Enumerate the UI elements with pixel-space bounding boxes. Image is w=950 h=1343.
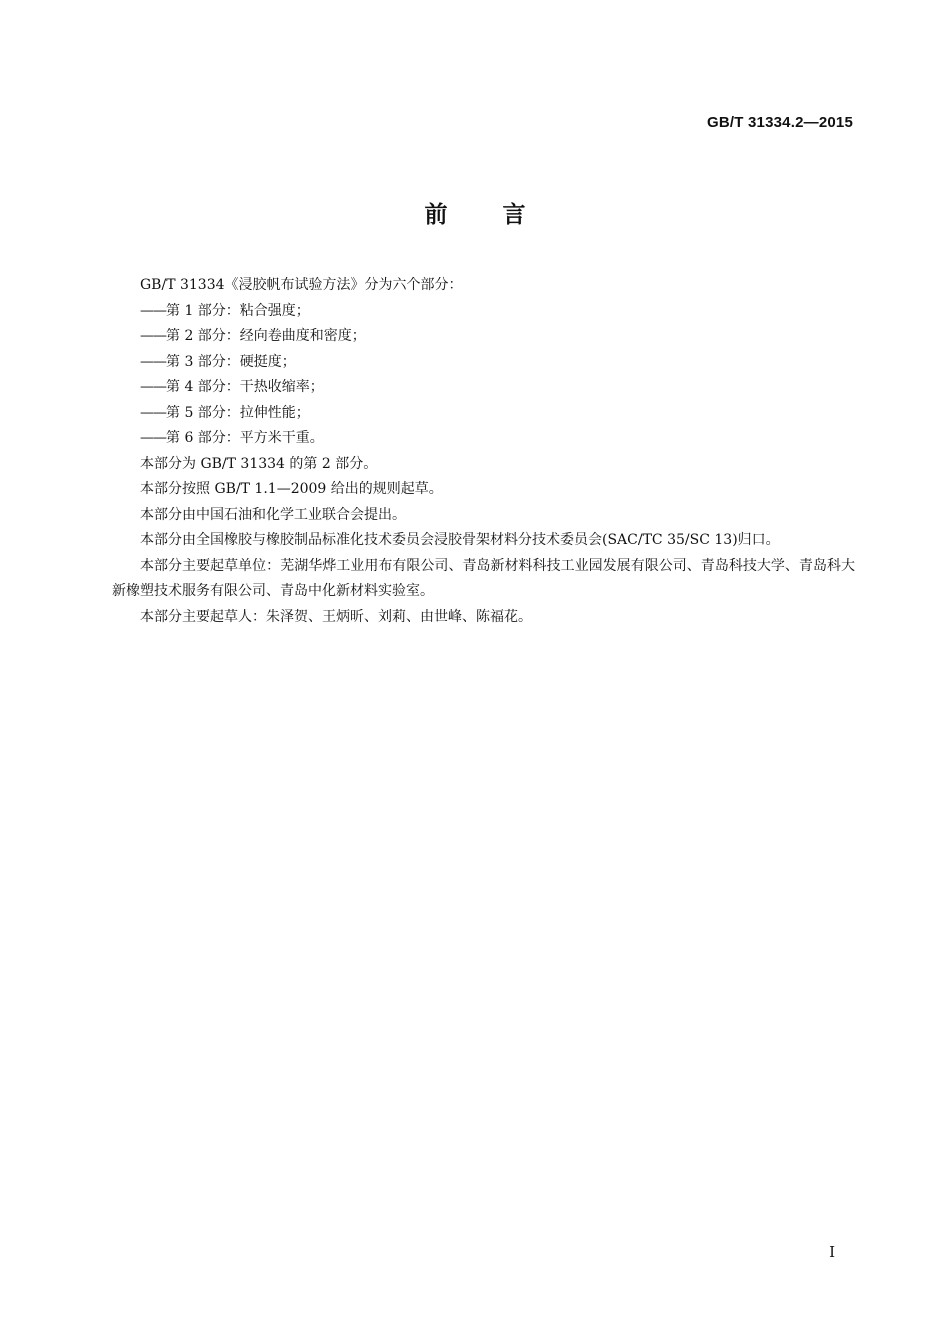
- list-dash: ——: [140, 430, 166, 446]
- list-item: [112, 426, 855, 452]
- list-item-text: 第 6 部分：平方米干重。: [166, 430, 324, 446]
- list-dash: ——: [140, 353, 166, 370]
- list-item-text: 第 2 部分：经向卷曲度和密度；: [166, 328, 366, 344]
- list-item: [112, 299, 855, 325]
- standard-code: GB/T 31334.2—2015: [707, 114, 853, 131]
- page-number: I: [829, 1243, 835, 1261]
- list-item: [112, 401, 855, 427]
- list-item: [112, 375, 855, 401]
- list-dash: ——: [140, 328, 166, 344]
- list-item: [112, 324, 855, 350]
- list-item-text: 第 4 部分：干热收缩率；: [166, 379, 324, 395]
- proposer-paragraph: 本部分由中国石油和化学工业联合会提出。: [140, 506, 406, 523]
- page-title: 前言: [424, 201, 581, 228]
- intro-paragraph: GB/T 31334《浸胶帆布试验方法》分为六个部分：: [140, 277, 463, 293]
- list-item-text: 第 3 部分：硬挺度；: [166, 353, 296, 370]
- drafting-units-paragraph: 本部分主要起草单位：芜湖华烨工业用布有限公司、青岛新材料科技工业园发展有限公司、青岛科技大学、青岛科大新橡塑技术服务有限公司、青岛中化新材料实验室。: [112, 557, 855, 599]
- list-item-text: 第 1 部分：粘合强度；: [166, 302, 310, 319]
- drafters-paragraph: 本部分主要起草人：朱泽贺、王炳昕、刘莉、由世峰、陈福花。: [140, 608, 532, 625]
- part-statement-paragraph: 本部分为 GB/T 31334 的第 2 部分。: [140, 455, 378, 472]
- list-dash: ——: [140, 404, 166, 421]
- list-item-text: 第 5 部分：拉伸性能；: [166, 404, 310, 421]
- list-dash: ——: [140, 302, 166, 319]
- list-item: [112, 350, 855, 376]
- list-dash: ——: [140, 379, 166, 395]
- committee-paragraph: 本部分由全国橡胶与橡胶制品标准化技术委员会浸胶骨架材料分技术委员会(SAC/TC 35/SC 13)归口。: [140, 532, 780, 548]
- drafting-rules-paragraph: 本部分按照 GB/T 1.1—2009 给出的规则起草。: [140, 481, 443, 497]
- foreword-body: [112, 273, 855, 630]
